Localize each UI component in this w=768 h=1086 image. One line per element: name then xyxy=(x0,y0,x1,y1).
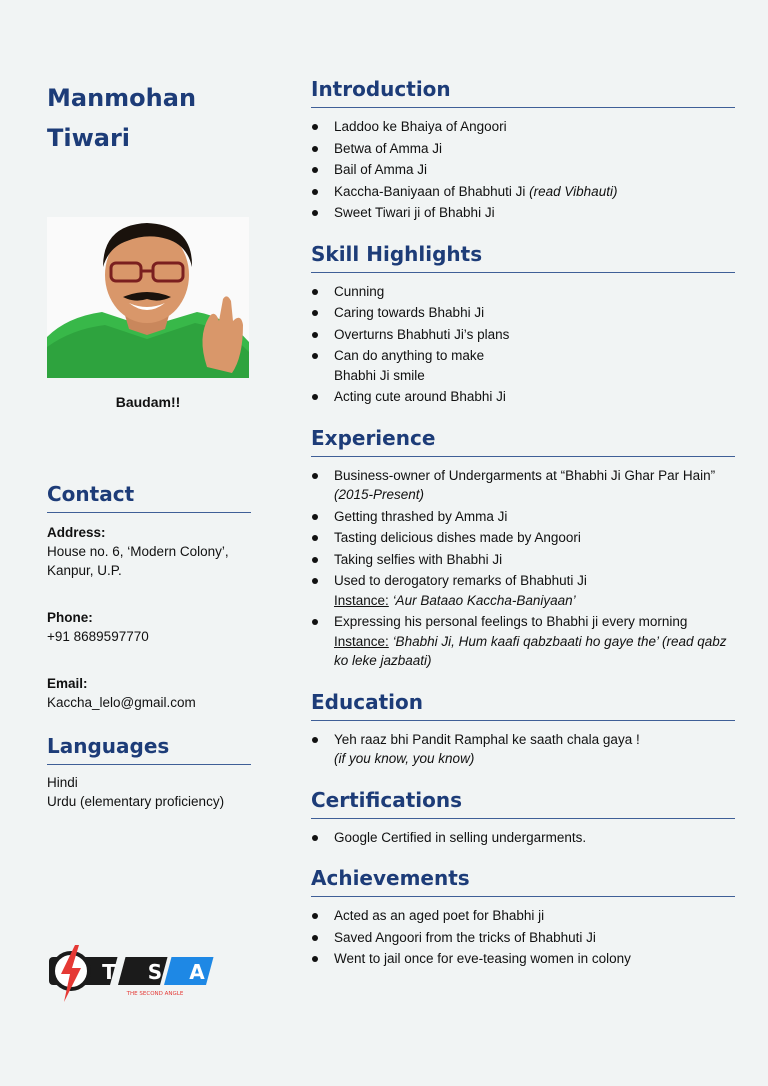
list-item: Laddoo ke Bhaiya of Angoori xyxy=(311,117,735,137)
list-item: Taking selfies with Bhabhi Ji xyxy=(311,550,735,570)
logo-letter-t: T xyxy=(102,960,116,984)
note-text: (if you know, you know) xyxy=(334,751,475,766)
instance-text: ‘Aur Bataao Kaccha-Baniyaan’ xyxy=(392,592,576,608)
list-item: Google Certified in selling undergarments. xyxy=(311,828,735,848)
certifications-section xyxy=(311,787,735,848)
list-item: Expressing his personal feelings to Bhabhi ji every morning Instance: ‘Bhabhi Ji, Hum kaafi qabzbaati ho gaye the’ (read qabz ko leke jazbaati) xyxy=(311,612,735,671)
skills-section xyxy=(311,241,735,407)
contact-title: Contact xyxy=(47,481,251,513)
instance-text: ‘Bhabhi Ji, Hum kaafi qabzbaati ho gaye the’ (read qabz ko leke jazbaati) xyxy=(334,633,727,668)
list-item: Getting thrashed by Amma Ji xyxy=(311,507,735,527)
phone-label: Phone: xyxy=(47,610,93,625)
list-item: Can do anything to make Bhabhi Ji smile xyxy=(311,346,735,385)
portrait-illustration xyxy=(47,217,249,378)
experience-list xyxy=(311,457,735,671)
achievements-title: Achievements xyxy=(311,865,735,897)
certifications-list xyxy=(311,819,735,848)
education-section xyxy=(311,689,735,769)
list-item: Tasting delicious dishes made by Angoori xyxy=(311,528,735,548)
list-item: Acting cute around Bhabhi Ji xyxy=(311,387,735,407)
main-column xyxy=(311,76,735,987)
list-item: Used to derogatory remarks of Bhabhuti Ji Instance: ‘Aur Bataao Kaccha-Baniyaan’ xyxy=(311,571,735,610)
email-value: Kaccha_lelo@gmail.com xyxy=(47,695,196,710)
photo-caption: Baudam!! xyxy=(115,394,181,410)
tsa-logo-graphic xyxy=(47,944,217,1004)
email-label: Email: xyxy=(47,676,88,691)
logo-tagline: THE SECOND ANGLE xyxy=(126,991,184,997)
list-item: Sweet Tiwari ji of Bhabhi Ji xyxy=(311,203,735,223)
introduction-title: Introduction xyxy=(311,76,735,108)
experience-title: Experience xyxy=(311,425,735,457)
logo-letter-a: A xyxy=(189,960,205,984)
skills-title: Skill Highlights xyxy=(311,241,735,273)
education-list xyxy=(311,721,735,769)
last-name: Tiwari xyxy=(47,124,131,152)
contact-section xyxy=(47,481,251,712)
profile-name xyxy=(47,78,251,158)
skills-list xyxy=(311,273,735,407)
language-item: Urdu (elementary proficiency) xyxy=(47,794,225,809)
logo-letter-s: S xyxy=(147,960,163,984)
instance-label: Instance: xyxy=(334,633,389,649)
period-text: (2015-Present) xyxy=(334,487,425,502)
address-line-2: Kanpur, U.P. xyxy=(47,563,122,578)
profile-photo xyxy=(47,217,249,378)
list-item: Bail of Amma Ji xyxy=(311,160,735,180)
language-item: Hindi xyxy=(47,775,78,790)
experience-section xyxy=(311,425,735,671)
list-item: Saved Angoori from the tricks of Bhabhuti Ji xyxy=(311,928,735,948)
list-item: Overturns Bhabhuti Ji’s plans xyxy=(311,325,735,345)
list-item: Kaccha-Baniyaan of Bhabhuti Ji (read Vibhauti) xyxy=(311,182,735,202)
languages-section xyxy=(47,733,251,811)
list-item: Betwa of Amma Ji xyxy=(311,139,735,159)
achievements-list xyxy=(311,897,735,969)
list-item: Cunning xyxy=(311,282,735,302)
certifications-title: Certifications xyxy=(311,787,735,819)
introduction-section xyxy=(311,76,735,223)
list-item: Acted as an aged poet for Bhabhi ji xyxy=(311,906,735,926)
introduction-list xyxy=(311,108,735,223)
tsa-logo xyxy=(47,944,217,1004)
list-item: Caring towards Bhabhi Ji xyxy=(311,303,735,323)
note-text: (read Vibhauti) xyxy=(529,183,618,199)
address-label: Address: xyxy=(47,525,106,540)
languages-title: Languages xyxy=(47,733,251,765)
first-name: Manmohan xyxy=(47,84,197,112)
list-item: Yeh raaz bhi Pandit Ramphal ke saath chala gaya ! (if you know, you know) xyxy=(311,730,735,769)
achievements-section xyxy=(311,865,735,969)
instance-label: Instance: xyxy=(334,592,389,608)
list-item: Business-owner of Undergarments at “Bhabhi Ji Ghar Par Hain” (2015-Present) xyxy=(311,466,735,505)
list-item: Went to jail once for eve-teasing women in colony xyxy=(311,949,735,969)
education-title: Education xyxy=(311,689,735,721)
address-line-1: House no. 6, ‘Modern Colony’, xyxy=(47,544,229,559)
phone-value: +91 8689597770 xyxy=(47,629,149,644)
